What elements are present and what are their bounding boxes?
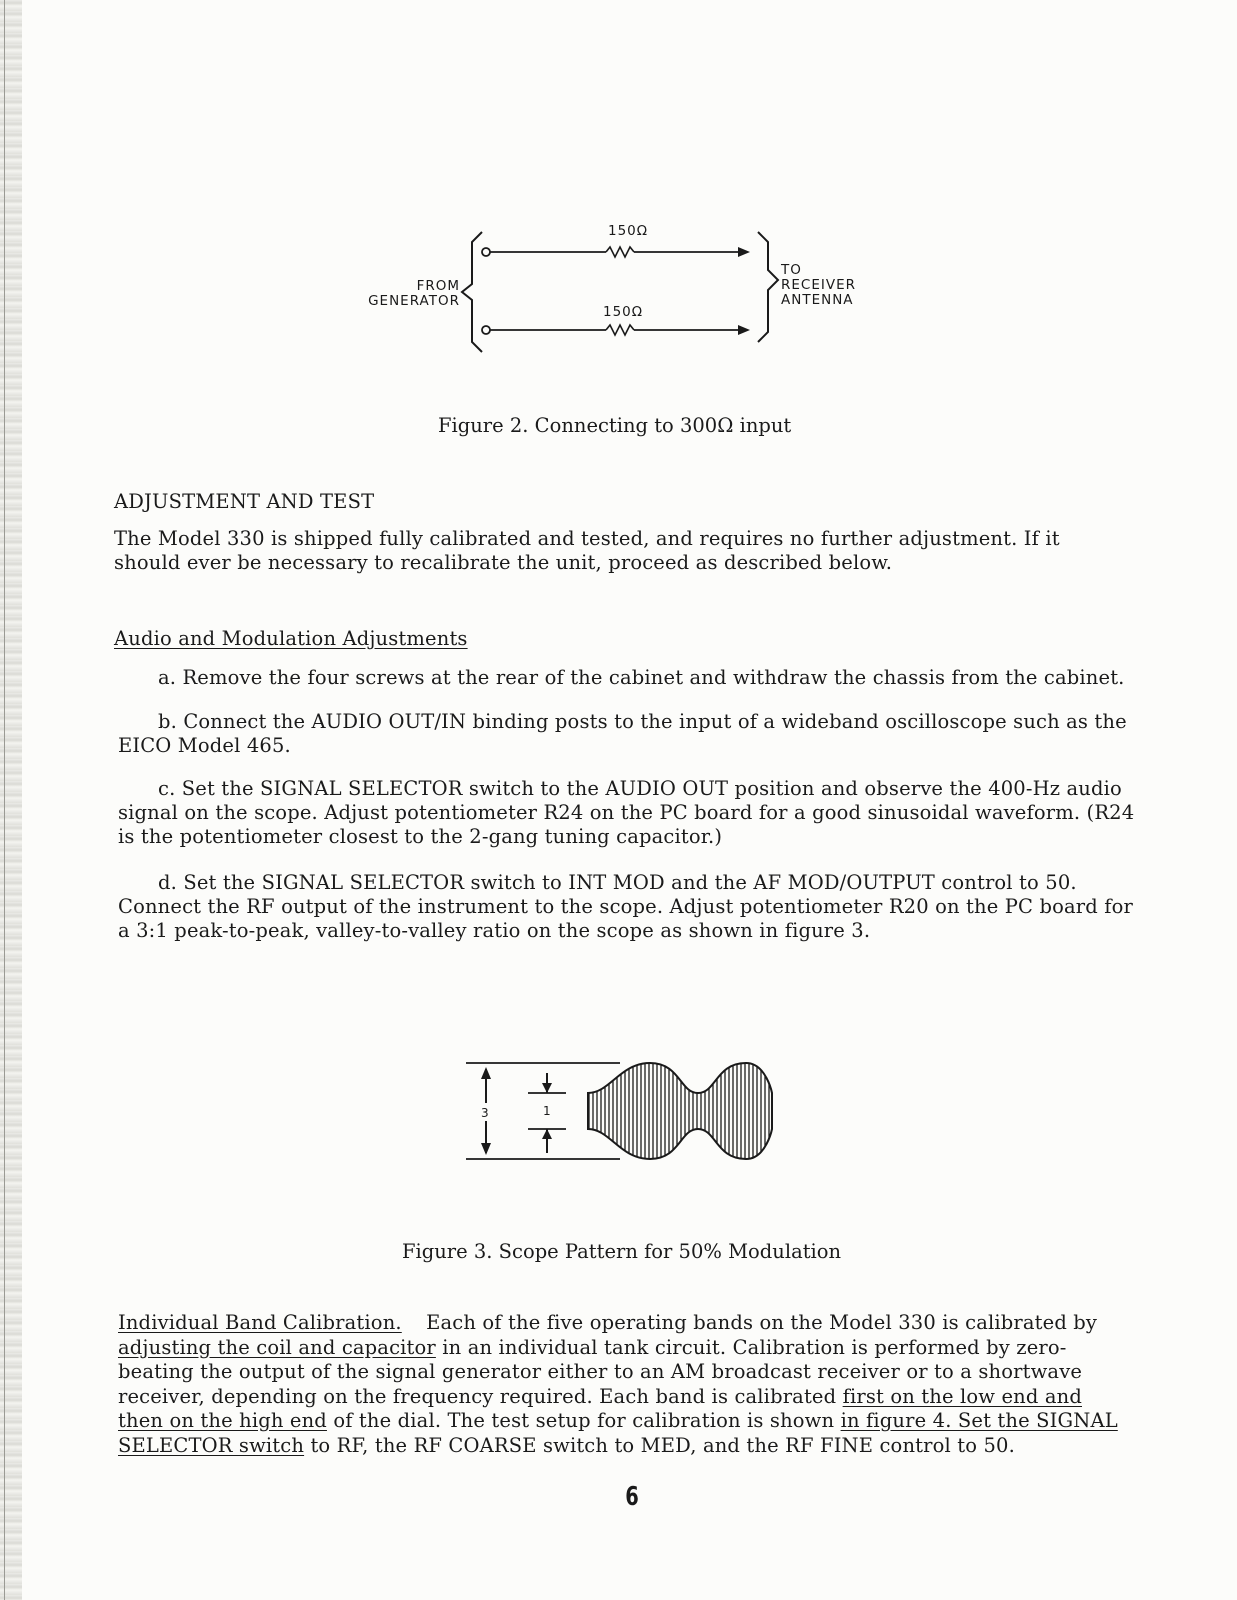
band-underlined-1: adjusting the coil and capacitor <box>118 1335 436 1359</box>
inner-arrow-down <box>542 1083 552 1093</box>
intro-paragraph: The Model 330 is shipped fully calibrated and tested, and requires no further adjustment. If it should ever be necessary to recalibrate the unit, proceed as described below. <box>114 527 1060 574</box>
to-label-line2: RECEIVER <box>781 277 856 293</box>
band-underlined-2: first on the low end and <box>842 1384 1082 1408</box>
band-text-5: of the dial. The test setup for calibration is shown <box>333 1409 835 1432</box>
dimension-1-label: 1 <box>543 1104 552 1118</box>
band-text-4: receiver, depending on the frequency required. Each band is calibrated <box>118 1384 837 1408</box>
band-calibration-paragraph <box>118 1311 1168 1458</box>
outer-arrow-up <box>481 1067 491 1079</box>
to-label-line1: TO <box>781 262 802 278</box>
band-line-4 <box>118 1385 1168 1410</box>
band-underlined-3: then on the high end <box>118 1409 327 1432</box>
figure-3-diagram <box>460 1055 790 1170</box>
band-line-3: beating the output of the signal generator either to an AM broadcast receiver or to a shortwave <box>118 1360 1083 1383</box>
page-number: 6 <box>625 1482 639 1512</box>
figure-3-caption: Figure 3. Scope Pattern for 50% Modulation <box>402 1240 842 1263</box>
step-c: c. Set the SIGNAL SELECTOR switch to the AUDIO OUT position and observe the 400-Hz audio signal on the scope. Adjust potentiometer R24 on the PC board for a good sinusoidal waveform. (R24 is the potentiometer closest to the 2-gang tuning capacitor.) <box>118 777 1135 848</box>
resistor-top-label: 150Ω <box>608 223 649 239</box>
figure-2-caption: Figure 2. Connecting to 300Ω input <box>438 414 792 437</box>
from-label-line2: GENERATOR <box>368 293 460 309</box>
band-line-6 <box>118 1434 1168 1459</box>
from-generator-label <box>340 279 460 309</box>
band-line-5 <box>118 1409 1168 1434</box>
bottom-resistor <box>606 325 634 335</box>
from-label-line1: FROM <box>416 278 460 294</box>
to-receiver-label <box>781 263 856 308</box>
band-line-1 <box>118 1311 1168 1336</box>
band-text-2: in an individual tank circuit. Calibration is performed by zero- <box>442 1335 1067 1359</box>
bottom-terminal <box>482 326 490 334</box>
bottom-arrow <box>738 325 750 335</box>
section-heading: ADJUSTMENT AND TEST <box>114 490 375 513</box>
band-underlined-4: in figure 4. Set the SIGNAL <box>840 1409 1118 1432</box>
band-underlined-5: SELECTOR switch <box>118 1433 305 1457</box>
dimension-3-label: 3 <box>481 1106 490 1120</box>
modulated-envelope <box>588 1063 772 1159</box>
step-d: d. Set the SIGNAL SELECTOR switch to INT MOD and the AF MOD/OUTPUT control to 50. Connect the RF output of the instrument to the scope. Adjust potentiometer R20 on the PC board for a 3:1 peak-to-peak, valley-to-valley ratio on the scope as shown in figure 3. <box>118 871 1133 942</box>
audio-heading: Audio and Modulation Adjustments <box>114 627 468 650</box>
left-bracket <box>462 232 482 352</box>
resistor-bottom-label: 150Ω <box>603 304 644 320</box>
band-text-6: to RF, the RF COARSE switch to MED, and the RF FINE control to 50. <box>310 1433 1015 1457</box>
outer-arrow-down <box>481 1143 491 1155</box>
band-line-2 <box>118 1336 1168 1361</box>
band-heading: Individual Band Calibration. <box>118 1311 402 1334</box>
band-text-1: Each of the five operating bands on the Model 330 is calibrated by <box>426 1311 1098 1334</box>
step-b: b. Connect the AUDIO OUT/IN binding posts to the input of a wideband oscilloscope such as the EICO Model 465. <box>118 710 1127 757</box>
to-label-line3: ANTENNA <box>781 292 854 308</box>
top-resistor <box>606 247 634 257</box>
step-a: a. Remove the four screws at the rear of the cabinet and withdraw the chassis from the cabinet. <box>158 666 1125 689</box>
top-terminal <box>482 248 490 256</box>
inner-arrow-up <box>542 1129 552 1139</box>
right-bracket <box>758 232 778 342</box>
top-arrow <box>738 247 750 257</box>
